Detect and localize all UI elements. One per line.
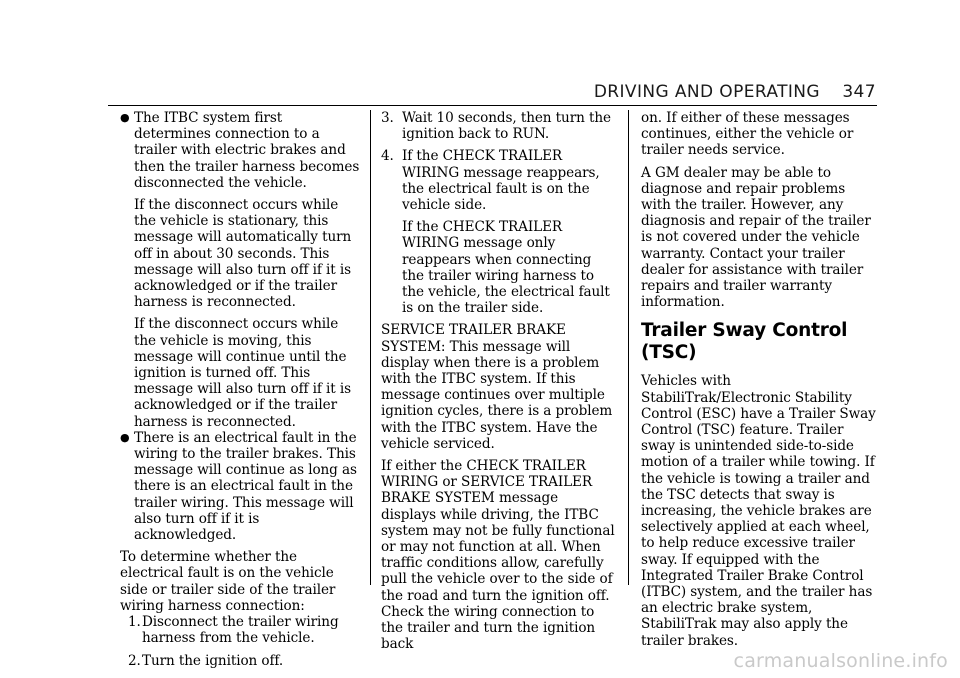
column-3: [641, 110, 877, 649]
step-subparagraph: If the CHECK TRAILER WIRING message only reappears when connecting the trailer wiring harness to the vehicle, the electrical fault is on the trailer side.: [402, 219, 610, 317]
section-heading: Trailer Sway Control (TSC): [641, 320, 848, 364]
step-text: If the CHECK TRAILER WIRING message reappears, the electrical fault is on the vehicle side.: [402, 148, 600, 214]
paragraph-tsc: Vehicles with StabiliTrak/Electronic Stability Control (ESC) have a Trailer Sway Control (TSC) feature. Trailer sway is unintended side-to-side motion of a trailer while towing. If the vehicle is towing a trailer and the TSC detects that sway is increasing, the vehicle brakes are selectively applied at each wheel, to help reduce excessive trailer sway. If equipped with the Integrated Trailer Brake Control (ITBC) system, and the trailer has an electric brake system, StabiliTrak may also apply the trailer brakes.: [641, 373, 876, 649]
step-text: Disconnect the trailer wiring harness from the vehicle.: [142, 614, 339, 647]
step-number: 4.: [381, 148, 394, 165]
bullet-subparagraph: If the disconnect occurs while the vehicle is stationary, this message will automatically turn off in about 30 seconds. This message will also turn off if it is acknowledged or if the trailer harness is reconnected.: [134, 197, 352, 311]
page-number: 347: [842, 82, 876, 102]
column-2: [381, 110, 617, 653]
section-title: DRIVING AND OPERATING: [593, 82, 820, 102]
header-rule: [108, 105, 877, 106]
bullet-item-disconnect: [120, 110, 360, 430]
paragraph-dealer: A GM dealer may be able to diagnose and repair problems with the trailer. However, any diagnosis and repair of the trailer is not covered under the vehicle warranty. Contact your trailer dealer for assistance with trailer repairs and trailer warranty information.: [641, 164, 871, 311]
bullet-item-fault: [120, 430, 360, 543]
bullet-text: There is an electrical fault in the wiring to the trailer brakes. This message will continue as long as there is an electrical fault in the trailer wiring. This message will also turn off if it is acknowledged.: [134, 429, 357, 544]
step-number: 1.: [128, 614, 141, 631]
paragraph-either-message: If either the CHECK TRAILER WIRING or SERVICE TRAILER BRAKE SYSTEM message displays while driving, the ITBC system may not be fully functional or may not function at all. When traffic conditions allow, carefully pull the vehicle over to the side of the road and turn the ignition off. Check the wiring connection to the trailer and turn the ignition back: [381, 458, 615, 653]
bullet-text: The ITBC system first determines connection to a trailer with electric brakes and then the trailer harness becomes disconnected the vehicle.: [134, 110, 360, 191]
column-divider: [370, 110, 371, 585]
bullet-subparagraph: If the disconnect occurs while the vehicle is moving, this message will continue until the ignition is turned off. This message will also turn off if it is acknowledged or if the trailer harness is reconnected.: [134, 316, 352, 430]
step-number: 3.: [381, 110, 394, 126]
bullet-icon: ●: [120, 430, 130, 444]
step-3: [381, 110, 617, 142]
bullet-icon: ●: [120, 111, 130, 124]
step-2: [120, 653, 360, 669]
paragraph-continued: on. If either of these messages continues, either the vehicle or trailer needs service.: [641, 110, 854, 159]
step-number: 2.: [128, 652, 141, 669]
step-4: [381, 148, 617, 316]
column-divider: [628, 110, 629, 585]
column-1: [120, 110, 360, 669]
step-text: Wait 10 seconds, then turn the ignition back to RUN.: [402, 110, 611, 143]
step-text: Turn the ignition off.: [142, 652, 284, 669]
paragraph-service-message: SERVICE TRAILER BRAKE SYSTEM: This message will display when there is a problem with the ITBC system. If this message continues over multiple ignition cycles, there is a problem with the ITBC system. Have the vehicle serviced.: [381, 322, 613, 452]
watermark: carmanualsonline.info: [733, 650, 948, 672]
step-1: [120, 614, 360, 646]
paragraph-intro: To determine whether the electrical fault is on the vehicle side or trailer side of the trailer wiring harness connection:: [120, 549, 336, 614]
